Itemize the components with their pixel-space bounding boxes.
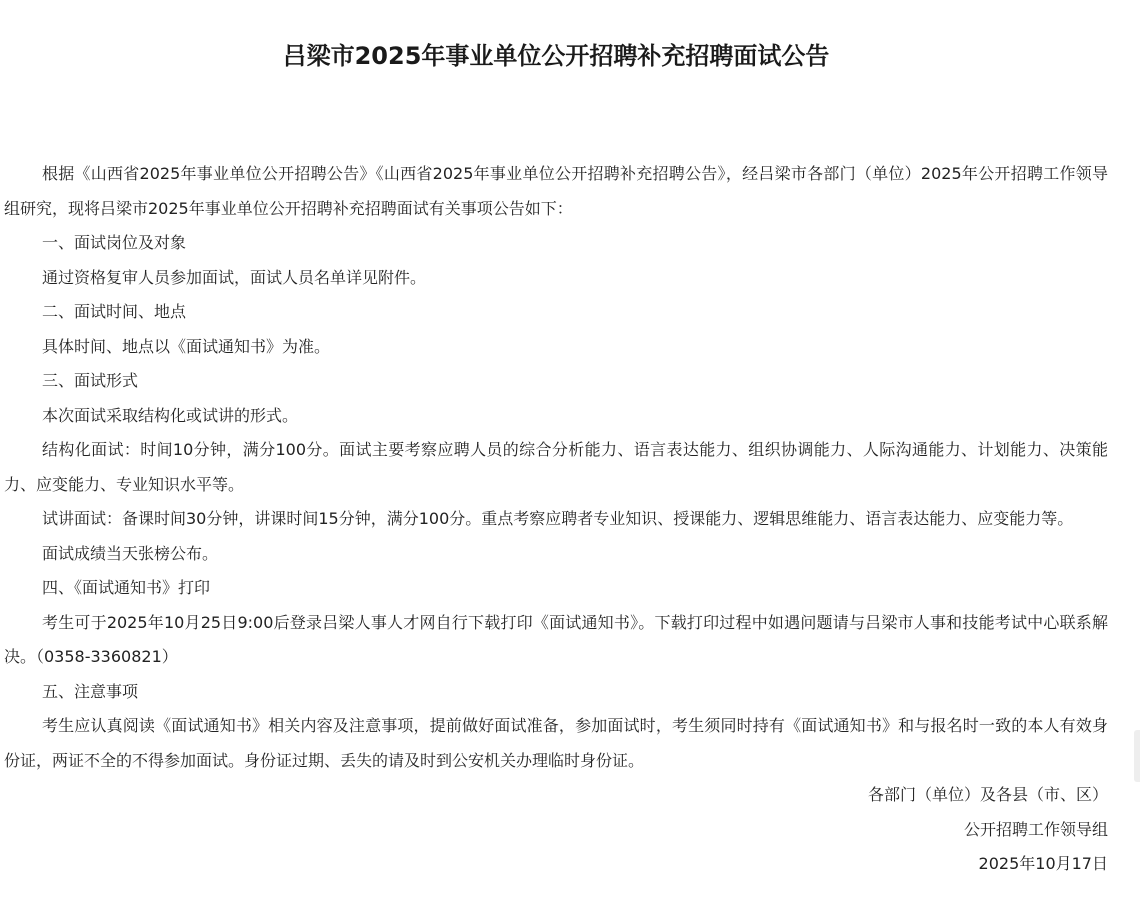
page-title: 吕梁市2025年事业单位公开招聘补充招聘面试公告 xyxy=(282,42,830,71)
signature-date: 2025年10月17日 xyxy=(978,854,1108,873)
section-heading-time-place: 二、面试时间、地点 xyxy=(42,302,187,321)
signature-line-2: 公开招聘工作领导组 xyxy=(963,819,1108,839)
paragraph-precautions: 考生应认真阅读《面试通知书》相关内容及注意事项，提前做好面试准备，参加面试时，考生须同时持有《面试通知书》和与报名时一致的本人有效身份证，两证不全的不得参加面试。身份证过期、丢失的请及时到公安机关办理临时身份证。 xyxy=(4,716,1108,770)
paragraph-positions: 通过资格复审人员参加面试，面试人员名单详见附件。 xyxy=(42,267,427,287)
paragraph-results: 面试成绩当天张榜公布。 xyxy=(42,543,219,563)
paragraph-trial-lecture: 试讲面试：备课时间30分钟，讲课时间15分钟，满分100分。重点考察应聘者专业知识、授课能力、逻辑思维能力、语言表达能力、应变能力等。 xyxy=(42,509,1074,528)
section-heading-format: 三、面试形式 xyxy=(42,371,139,390)
intro-paragraph: 根据《山西省2025年事业单位公开招聘公告》《山西省2025年事业单位公开招聘补充招聘公告》，经吕梁市各部门（单位）2025年公开招聘工作领导组研究，现将吕梁市2025年事业单位公开招聘补充招聘面试有关事项公告如下： xyxy=(4,164,1108,218)
paragraph-time-place: 具体时间、地点以《面试通知书》为准。 xyxy=(42,336,331,356)
section-heading-precautions: 五、注意事项 xyxy=(42,681,139,701)
paragraph-notice-print: 考生可于2025年10月25日9:00后登录吕梁人事人才网自行下载打印《面试通知书》。下载打印过程中如遇问题请与吕梁市人事和技能考试中心联系解决。（0358-3360821） xyxy=(4,612,1108,666)
paragraph-structured-interview: 结构化面试：时间10分钟，满分100分。面试主要考察应聘人员的综合分析能力、语言表达能力、组织协调能力、人际沟通能力、计划能力、决策能力、应变能力、专业知识水平等。 xyxy=(4,440,1108,494)
section-heading-notice-print: 四、《面试通知书》打印 xyxy=(42,578,211,597)
paragraph-format: 本次面试采取结构化或试讲的形式。 xyxy=(42,405,299,425)
announcement-body xyxy=(4,157,1108,882)
signature-line-1: 各部门（单位）及各县（市、区） xyxy=(867,785,1108,804)
scroll-handle[interactable] xyxy=(1134,730,1140,782)
section-heading-positions: 一、面试岗位及对象 xyxy=(42,233,187,252)
